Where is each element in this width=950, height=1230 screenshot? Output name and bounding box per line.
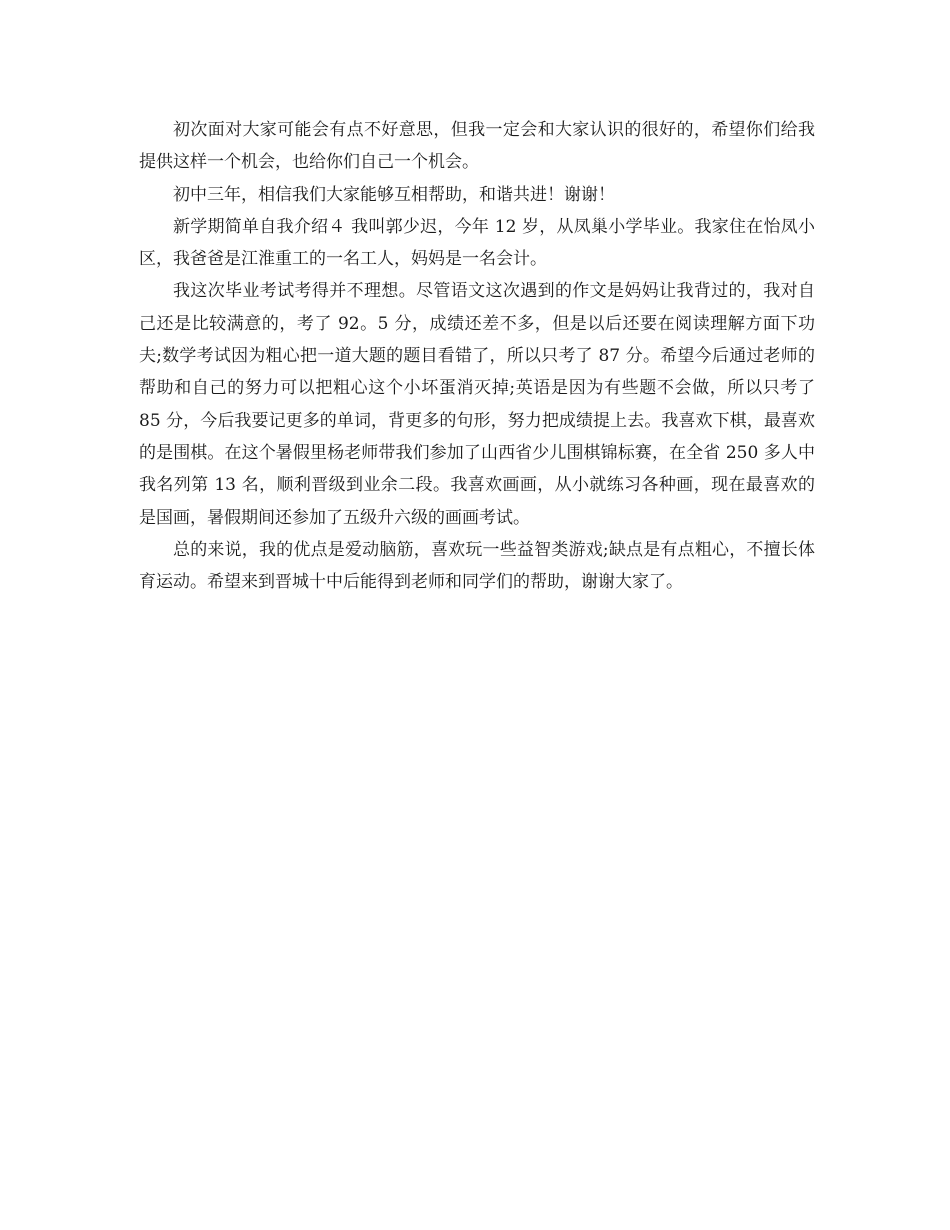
paragraph: 新学期简单自我介绍４ 我叫郭少迟，今年 12 岁，从凤巢小学毕业。我家住在怡凤小区，我爸爸是江淮重工的一名工人，妈妈是一名会计。: [139, 216, 815, 270]
paragraph: 初中三年，相信我们大家能够互相帮助，和谐共进！谢谢！: [173, 184, 615, 205]
paragraph: 初次面对大家可能会有点不好意思，但我一定会和大家认识的很好的，希望你们给我提供这样一个机会，也给你们自己一个机会。: [139, 120, 815, 173]
paragraph: 总的来说，我的优点是爱动脑筋，喜欢玩一些益智类游戏;缺点是有点粗心，不擅长体育运动。希望来到晋城十中后能得到老师和同学们的帮助，谢谢大家了。: [139, 539, 815, 593]
document-body: [139, 114, 815, 598]
paragraph: 我这次毕业考试考得并不理想。尽管语文这次遇到的作文是妈妈让我背过的，我对自己还是比较满意的，考了 92。5 分，成绩还差不多，但是以后还要在阅读理解方面下功夫;数学考试因为粗心把一道大题的题目看错了，所以只考了 87 分。希望今后通过老师的帮助和自己的努力可以把粗心这个小坏蛋消灭掉;英语是因为有些题不会做，所以只考了 85 分，今后我要记更多的单词，背更多的句形，努力把成绩提上去。我喜欢下棋，最喜欢的是围棋。在这个暑假里杨老师带我们参加了山西省少儿围棋锦标赛，在全省 250 多人中我名列第 13 名，顺利晋级到业余二段。我喜欢画画，从小就练习各种画，现在最喜欢的是国画，暑假期间还参加了五级升六级的画画考试。: [139, 281, 815, 528]
